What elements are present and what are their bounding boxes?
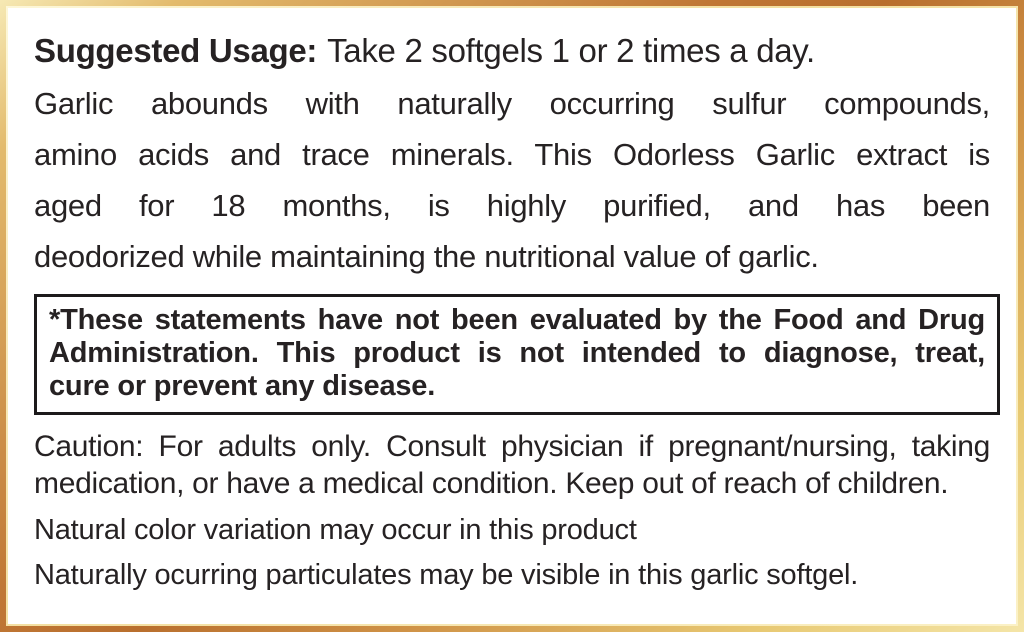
description-line: deodorized while maintaining the nutritional value of garlic. — [34, 239, 819, 274]
suggested-usage-text: Take 2 softgels 1 or 2 times a day. — [327, 32, 815, 69]
supplement-label — [8, 8, 1016, 624]
description-line: aged for 18 months, is highly purified, and has been — [34, 188, 990, 223]
fda-disclaimer-line: *These statements have not been evaluated by the Food and Drug — [49, 304, 985, 336]
suggested-usage-heading: Suggested Usage: — [34, 32, 318, 69]
suggested-usage-line — [34, 32, 990, 70]
description-line: amino acids and trace minerals. This Odorless Garlic extract is — [34, 137, 990, 172]
description-paragraph — [34, 78, 990, 282]
particulates-note: Naturally ocurring particulates may be visible in this garlic softgel. — [34, 559, 859, 591]
fda-disclaimer-line: Administration. This product is not intended to diagnose, treat, — [49, 337, 985, 369]
caution-line: Caution: For adults only. Consult physician if pregnant/nursing, taking — [34, 430, 990, 463]
color-variation-note: Natural color variation may occur in this product — [34, 514, 637, 546]
description-line: Garlic abounds with naturally occurring sulfur compounds, — [34, 86, 990, 121]
caution-line: medication, or have a medical condition. Keep out of reach of children. — [34, 467, 949, 500]
fda-disclaimer-line: cure or prevent any disease. — [49, 370, 436, 402]
fda-disclaimer-box — [34, 294, 1000, 415]
gold-frame-inner-highlight — [6, 6, 1018, 626]
caution-paragraph — [34, 428, 990, 502]
